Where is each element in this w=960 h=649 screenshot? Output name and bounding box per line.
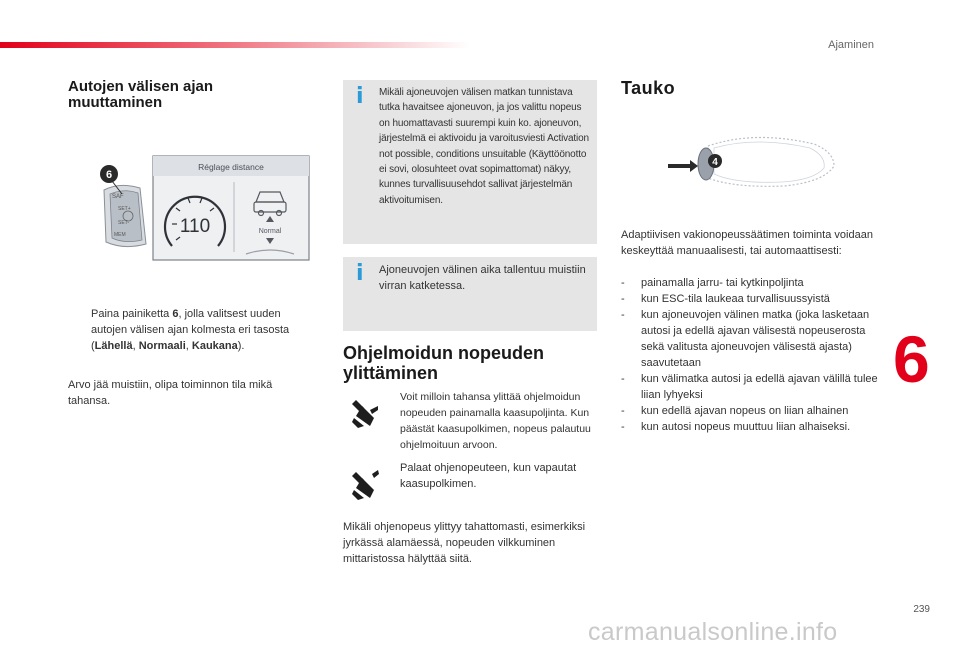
switch-label-saf: SAF xyxy=(112,194,124,200)
info-icon: i xyxy=(356,84,364,109)
foot-press-pedal-icon xyxy=(350,396,380,430)
callout-4: 4 xyxy=(712,157,718,168)
list-item: - kun välimatka autosi ja edellä ajavan välillä tulee liian lyhyeksi xyxy=(621,373,878,401)
heading-pause: Tauko xyxy=(621,78,676,98)
callout-6: 6 xyxy=(105,169,113,181)
list-item: - kun edellä ajavan nopeus on liian alhainen xyxy=(621,405,849,417)
switch-label-set-plus: SET+ xyxy=(118,206,131,212)
bullet-change-distance: Paina painiketta 6, jolla valitsest uuden autojen välisen ajan kolmesta eri tasosta (Lähellä, Normaali, Kaukana). xyxy=(91,308,290,352)
list-item: - kun ESC-tila laukeaa turvallisuussyistä xyxy=(621,293,830,305)
display-title: Réglage distance xyxy=(198,162,264,172)
pause-conditions-list xyxy=(621,275,886,435)
info-icon: i xyxy=(356,261,364,286)
heading-speed-exceed: Ohjelmoidun nopeuden ylittäminen xyxy=(343,343,544,383)
memory-note: Arvo jää muistiin, olipa toiminnon tila mikä tahansa. xyxy=(68,379,273,407)
list-item: - kun autosi nopeus muuttuu liian alhaiseksi. xyxy=(621,421,851,433)
info-box-radar xyxy=(343,80,597,244)
distance-mode: Normal xyxy=(258,228,282,235)
info-text-radar: Mikäli ajoneuvojen välisen matkan tunnistava tutka havaitsee ajoneuvon, ja jos valittu nopeus on huomattavasti suurempi kuin ko. ajoneuvon, järjestelmä ei aktivoidu ja varoitusviesti Activation not possible, conditions unsuitable (Käyttöönotto ei sovi, olosuhteet ovat sopimattomat) näkyy, kunnes turvallisuusehdot sallivat järjestelmän aktivoitumisen. xyxy=(379,87,589,206)
heading-distance-change: Autojen välisen ajan muuttaminen xyxy=(68,78,214,111)
pause-intro: Adaptiivisen vakionopeussäätimen toiminta voidaan keskeyttää manuaalisesti, tai automaattisesti: xyxy=(621,229,873,257)
switch-label-set-minus: SET- xyxy=(118,220,130,226)
foot-release-pedal-icon xyxy=(350,468,380,502)
list-item: - painamalla jarru- tai kytkinpoljinta xyxy=(621,277,804,289)
page-number: 239 xyxy=(913,604,930,615)
info-text-memory: Ajoneuvojen välinen aika tallentuu muistiin virran katketessa. xyxy=(379,264,586,292)
arrow-right-icon xyxy=(668,160,698,172)
section-title: Ajaminen xyxy=(828,39,874,51)
speed-exceed-warning: Mikäli ohjenopeus ylittyy tahattomasti, esimerkiksi jyrkässä alamäessä, nopeuden vilkkuminen mittaristossa hälyttää siitä. xyxy=(343,521,586,565)
pause-button-illustration xyxy=(664,126,842,196)
chapter-number: 6 xyxy=(893,322,930,396)
header-accent-bar xyxy=(0,42,470,48)
list-item: - kun ajoneuvojen välinen matka (joka lasketaan autosi ja edellä ajavan välisestä nopeuserosta sekä valitusta ajoneuvojen välisestä ajasta) saavutetaan xyxy=(621,309,870,369)
info-box-memory xyxy=(343,257,597,331)
watermark: carmanualsonline.info xyxy=(588,618,838,646)
pedal-release-text: Palaat ohjenopeuteen, kun vapautat kaasupolkimen. xyxy=(400,462,577,490)
distance-setting-illustration xyxy=(80,152,312,264)
pedal-press-text: Voit milloin tahansa ylittää ohjelmoidun nopeuden painamalla kaasupoljinta. Kun päästät kaasupolkimen, nopeus palautuu ohjelmoituun arvoon. xyxy=(400,391,591,451)
switch-label-mem: MEM xyxy=(114,232,126,238)
set-speed: 110 xyxy=(179,216,211,237)
